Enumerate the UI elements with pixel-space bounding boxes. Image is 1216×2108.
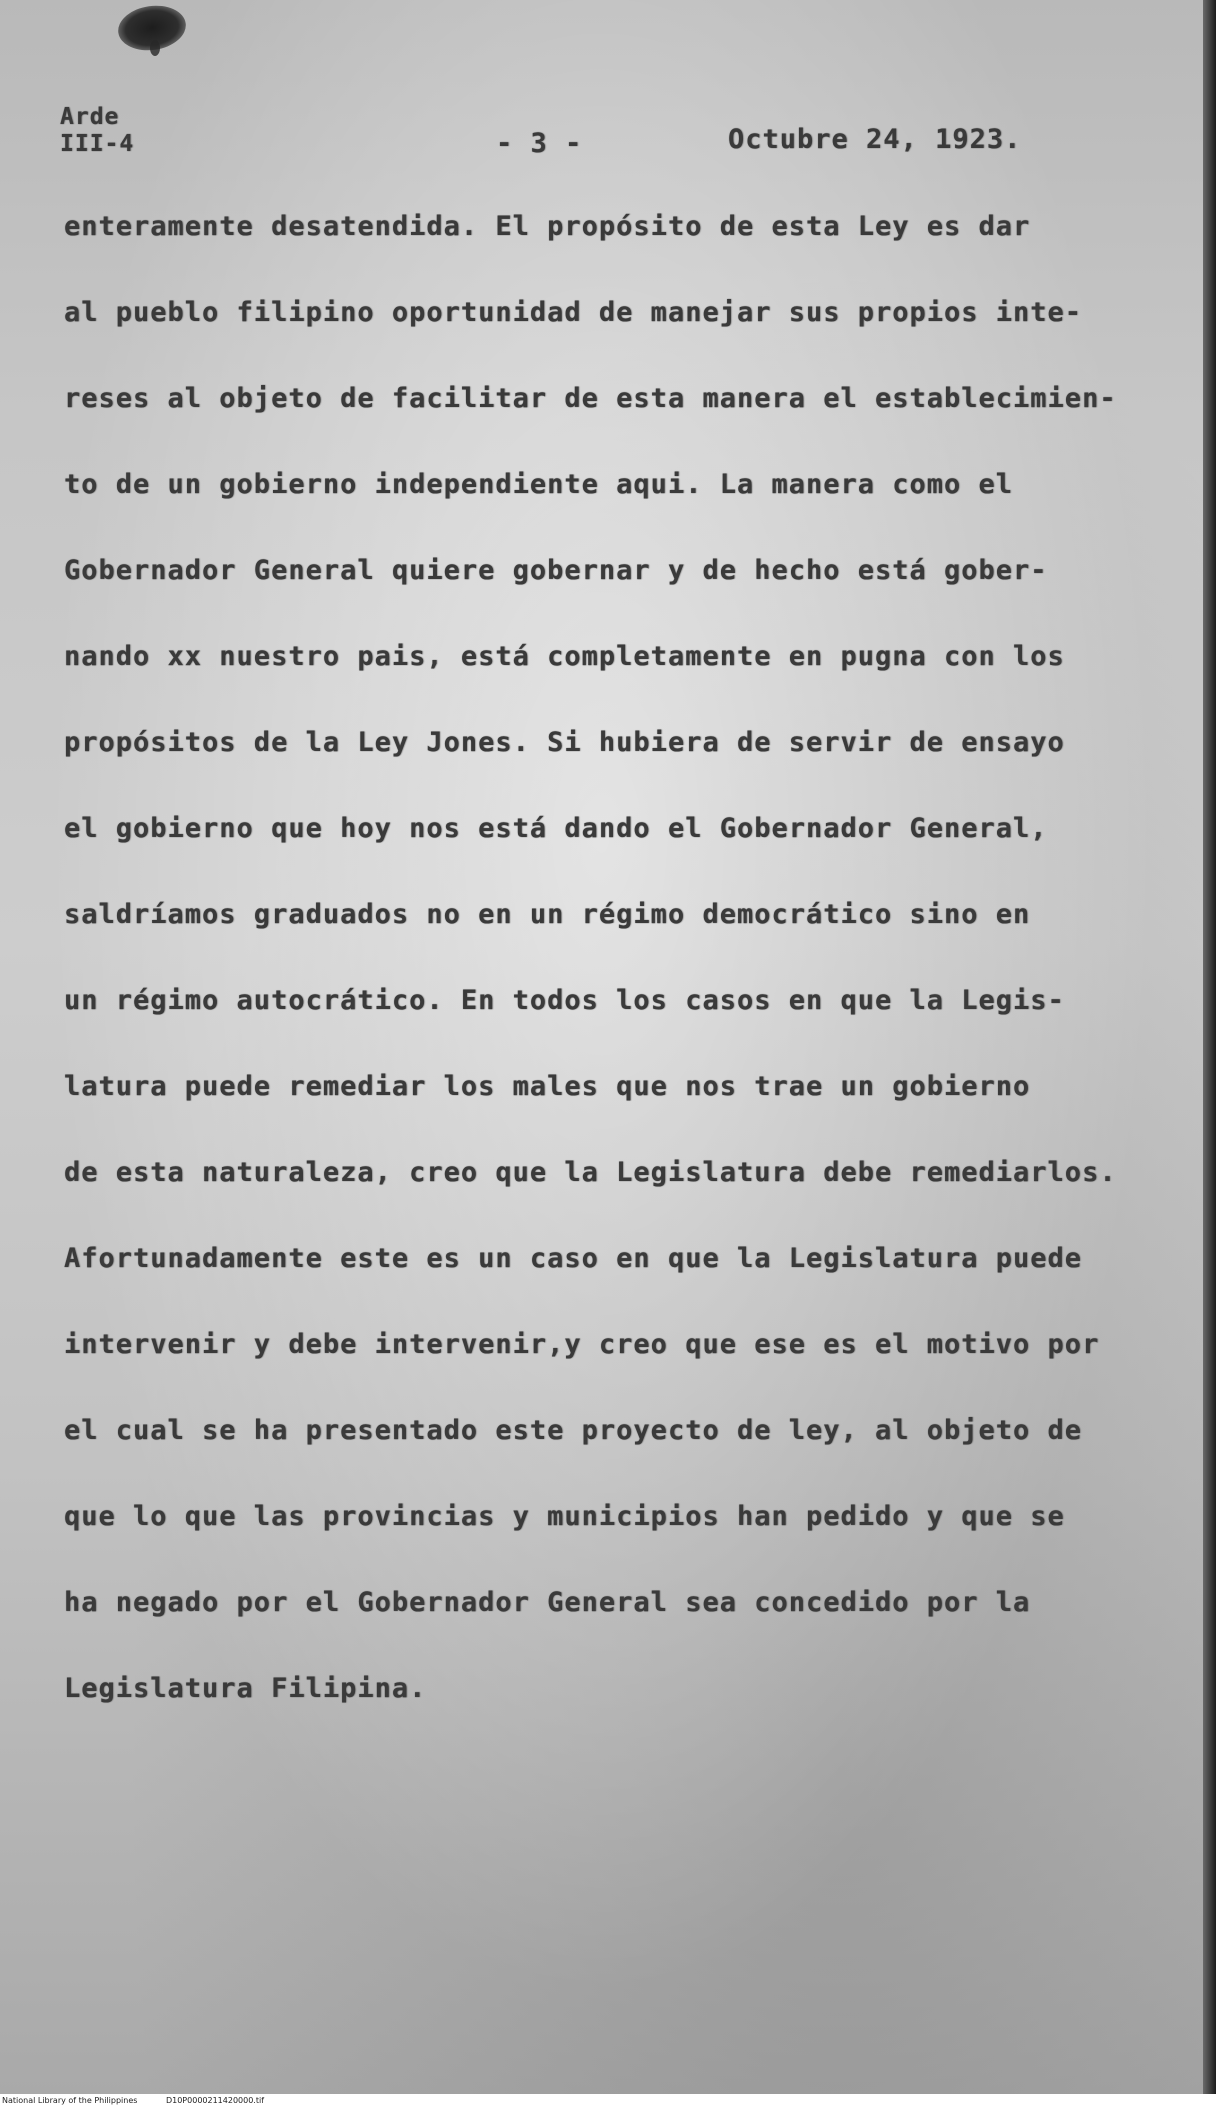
footer-file-id: D10P0000211420000.tif (165, 2096, 265, 2105)
text-line-6: nando xx nuestro pais, está completamente en pugna con los (64, 641, 1065, 672)
text-line-3: reses al objeto de facilitar de esta manera el establecimien- (64, 383, 1117, 414)
text-line-18: Legislatura Filipina. (64, 1673, 427, 1704)
text-line-11: latura puede remediar los males que nos trae un gobierno (64, 1071, 1031, 1102)
scan-footer (0, 2094, 1216, 2108)
text-line-10: un régimo autocrático. En todos los casos en que la Legis- (64, 985, 1065, 1016)
document-date: Octubre 24, 1923. (728, 124, 1022, 155)
body-paragraph (64, 202, 1174, 1750)
text-line-15: el cual se ha presentado este proyecto de ley, al objeto de (64, 1415, 1083, 1446)
text-line-9: saldríamos graduados no en un régimo democrático sino en (64, 899, 1031, 930)
page-number: - 3 - (496, 128, 583, 159)
text-line-14: intervenir y debe intervenir,y creo que ese es el motivo por (64, 1329, 1100, 1360)
reference-initials: Arde (60, 104, 120, 130)
text-line-1: enteramente desatendida. El propósito de esta Ley es dar (64, 211, 1031, 242)
document-reference (60, 104, 134, 158)
reference-code: III-4 (60, 131, 135, 157)
text-line-5: Gobernador General quiere gobernar y de hecho está gober- (64, 555, 1048, 586)
text-line-13: Afortunadamente este es un caso en que la Legislatura puede (64, 1243, 1083, 1274)
footer-source: National Library of the Philippines (2, 2096, 138, 2105)
ink-drip-mark (150, 40, 160, 56)
text-line-12: de esta naturaleza, creo que la Legislatura debe remediarlos. (64, 1157, 1117, 1188)
text-line-2: al pueblo filipino oportunidad de manejar sus propios inte- (64, 297, 1083, 328)
text-line-17: ha negado por el Gobernador General sea concedido por la (64, 1587, 1031, 1618)
text-line-16: que lo que las provincias y municipios han pedido y que se (64, 1501, 1065, 1532)
text-line-7: propósitos de la Ley Jones. Si hubiera de servir de ensayo (64, 727, 1065, 758)
scan-dark-edge (1203, 0, 1216, 2094)
text-line-8: el gobierno que hoy nos está dando el Gobernador General, (64, 813, 1048, 844)
text-line-4: to de un gobierno independiente aqui. La manera como el (64, 469, 1014, 500)
